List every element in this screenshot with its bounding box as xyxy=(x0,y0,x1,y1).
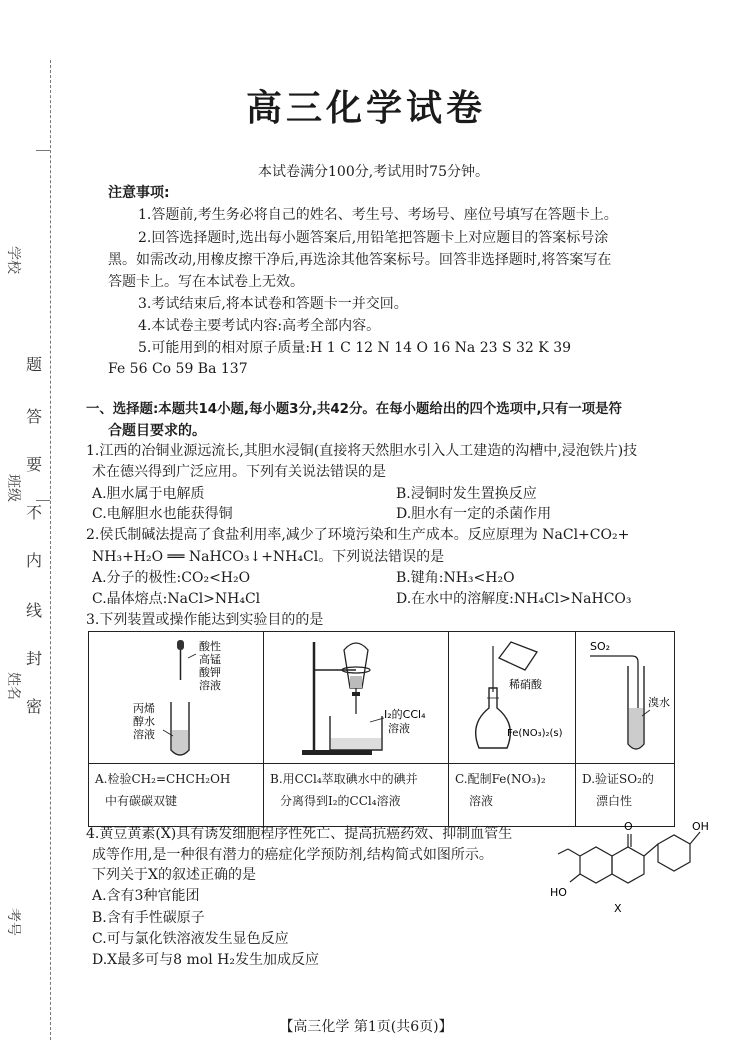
reagent-label: 酸性 xyxy=(199,640,221,653)
q1-option-a: A.胆水属于电解质 xyxy=(92,486,205,502)
margin-field-label: 学校 xyxy=(5,246,21,274)
isoflavone-structure xyxy=(540,816,720,916)
caption-line: 分离得到I₂的CCl₄溶液 xyxy=(280,794,401,808)
margin-seal-char: 答 xyxy=(26,407,43,426)
caption-line: 中有碳碳双键 xyxy=(105,794,178,808)
apparatus-d-cell xyxy=(576,632,675,764)
pouring-beaker xyxy=(499,642,537,670)
margin-seal-char: 密 xyxy=(26,697,43,716)
caption-line: C.配制Fe(NO₃)₂ xyxy=(455,772,546,786)
volumetric-flask xyxy=(476,688,511,748)
caption-line: A.检验CH₂=CHCH₂OH xyxy=(95,772,231,786)
apparatus-a-cell xyxy=(89,632,264,764)
q1-stem-cont: 术在德兴得到广泛应用。下列有关说法错误的是 xyxy=(92,464,386,480)
margin-field-label: 班级 xyxy=(5,474,21,502)
apparatus-b-figure xyxy=(264,632,448,760)
binding-dashed-line xyxy=(50,60,51,1040)
test-tube-liquid xyxy=(172,730,188,754)
caption-line: 溶液 xyxy=(469,794,494,808)
margin-field-label: 姓名 xyxy=(5,672,21,700)
margin-seal-char: 线 xyxy=(26,601,43,620)
reagent-label: 溶液 xyxy=(199,679,221,692)
q4-stem: 4.黄豆黄素(X)具有诱发细胞程序性死亡、提高抗癌药效、抑制血管生 xyxy=(86,826,513,842)
sample-label: 溶液 xyxy=(133,728,155,741)
gas-label: SO₂ xyxy=(590,640,611,653)
compound-x-label: X xyxy=(614,902,622,915)
binding-margin xyxy=(0,0,50,1061)
margin-rule xyxy=(36,500,50,501)
caption-line: D.验证SO₂的 xyxy=(582,772,654,786)
option-b-caption xyxy=(264,764,449,827)
apparatus-d-figure xyxy=(576,632,674,760)
q2-option-a: A.分子的极性:CO₂<H₂O xyxy=(92,570,251,586)
section-heading-cont: 合题目要求的。 xyxy=(108,423,206,439)
q2-option-b: B.键角:NH₃<H₂O xyxy=(396,570,515,586)
margin-seal-char: 封 xyxy=(26,649,43,668)
reagent-label: 酸钾 xyxy=(199,666,221,679)
q2-stem-cont: NH₃+H₂O ══ NaHCO₃↓+NH₄Cl。下列说法错误的是 xyxy=(92,549,445,565)
apparatus-c-cell xyxy=(449,632,576,764)
exam-intro: 本试卷满分100分,考试用时75分钟。 xyxy=(258,164,489,180)
caption-line: 漂白性 xyxy=(596,794,633,808)
ring-b xyxy=(658,835,690,871)
ring-link-bond xyxy=(644,844,658,856)
bromine-water xyxy=(629,708,643,748)
acid-label: 稀硝酸 xyxy=(509,678,542,691)
oh-bond xyxy=(690,832,700,844)
q4-stem-cont: 成等作用,是一种很有潜力的癌症化学预防剂,结构简式如图所示。 xyxy=(92,847,493,863)
dropper-bulb xyxy=(177,640,184,650)
oh-label: OH xyxy=(692,820,709,833)
margin-seal-char: 题 xyxy=(26,355,43,374)
apparatus-c-figure xyxy=(449,632,575,760)
section-heading: 一、选择题:本题共14小题,每小题3分,共42分。在每小题给出的四个选项中,只有一项是符 xyxy=(86,402,622,417)
q4-option-a: A.含有3种官能团 xyxy=(92,888,200,904)
notice-item: 2.回答选择题时,选出每小题答案后,用铅笔把答题卡上对应题目的答案标号涂 xyxy=(138,230,609,246)
ring-c xyxy=(612,847,644,883)
leader-line xyxy=(188,654,196,658)
ho-bond xyxy=(570,874,580,882)
option-a-caption xyxy=(89,764,264,827)
beaker-liquid xyxy=(331,738,381,749)
margin-seal-char: 要 xyxy=(26,455,43,474)
notice-item: 1.答题前,考生务必将自己的姓名、考生号、考场号、座位号填写在答题卡上。 xyxy=(138,207,618,223)
margin-seal-char: 内 xyxy=(26,551,43,570)
sample-label: 醇水 xyxy=(133,715,155,728)
page-footer: 【高三化学 第1页(共6页)】 xyxy=(279,1019,453,1035)
methoxy-bond xyxy=(568,849,580,856)
methoxy-bond xyxy=(558,849,568,854)
caption-line: B.用CCl₄萃取碘水中的碘并 xyxy=(270,772,418,786)
q4-option-c: C.可与氯化铁溶液发生显色反应 xyxy=(92,931,289,947)
margin-field-label: 考号 xyxy=(5,908,21,936)
leader-line xyxy=(642,710,650,716)
notice-item: 黑。如需改动,用橡皮擦干净后,再选涂其他答案标号。回答非选择题时,将答案写在 xyxy=(108,252,612,268)
q2-stem: 2.侯氏制碱法提高了食盐利用率,减少了环境污染和生产成本。反应原理为 NaCl+CO₂+ xyxy=(86,527,630,543)
apparatus-table xyxy=(88,631,675,827)
q3-stem: 3.下列装置或操作能达到实验目的的是 xyxy=(86,612,324,628)
q4-option-d: D.X最多可与8 mol H₂发生加成反应 xyxy=(92,952,319,968)
margin-seal-char: 不 xyxy=(26,503,43,522)
notice-item: Fe 56 Co 59 Ba 137 xyxy=(108,361,248,377)
notice-item: 4.本试卷主要考试内容:高考全部内容。 xyxy=(138,318,381,334)
sample-label: 丙烯 xyxy=(133,702,155,715)
apparatus-a-figure xyxy=(89,632,263,760)
notice-item: 3.考试结束后,将本试卷和答题卡一并交回。 xyxy=(138,296,408,312)
ho-label: HO xyxy=(550,886,567,899)
liquid-label: 溶液 xyxy=(388,722,410,735)
notice-item: 5.可能用到的相对原子质量:H 1 C 12 N 14 O 16 Na 23 S 32 K 39 xyxy=(138,340,572,356)
ring-a xyxy=(580,847,612,883)
page-title: 高三化学试卷 xyxy=(245,88,486,129)
keto-o-label: O xyxy=(624,820,633,833)
stopcock xyxy=(352,692,360,696)
q1-option-c: C.电解胆水也能获得铜 xyxy=(92,506,233,522)
q2-option-d: D.在水中的溶解度:NH₄Cl>NaHCO₃ xyxy=(396,591,632,607)
liquid-label: 溴水 xyxy=(648,696,670,709)
q4-option-b: B.含有手性碳原子 xyxy=(92,910,205,926)
reagent-label: 高锰 xyxy=(199,653,221,666)
q4-stem-cont: 下列关于X的叙述正确的是 xyxy=(92,867,256,883)
q2-option-c: C.晶体熔点:NaCl>NH₄Cl xyxy=(92,591,261,607)
q1-option-b: B.浸铜时发生置换反应 xyxy=(396,486,537,502)
liquid-label: I₂的CCl₄ xyxy=(384,708,426,721)
funnel-liquid xyxy=(350,676,362,688)
stand-base xyxy=(302,750,372,755)
apparatus-b-cell xyxy=(264,632,449,764)
notice-item: 答题卡上。写在本试卷上无效。 xyxy=(108,274,304,290)
q1-option-d: D.胆水有一定的杀菌作用 xyxy=(396,506,552,522)
margin-rule xyxy=(36,150,50,151)
solid-label: Fe(NO₃)₂(s) xyxy=(507,728,563,739)
q1-stem: 1.江西的冶铜业源远流长,其胆水浸铜(直接将天然胆水引入人工建造的沟槽中,浸泡铁片)技 xyxy=(86,443,638,459)
notice-heading: 注意事项: xyxy=(108,185,170,201)
